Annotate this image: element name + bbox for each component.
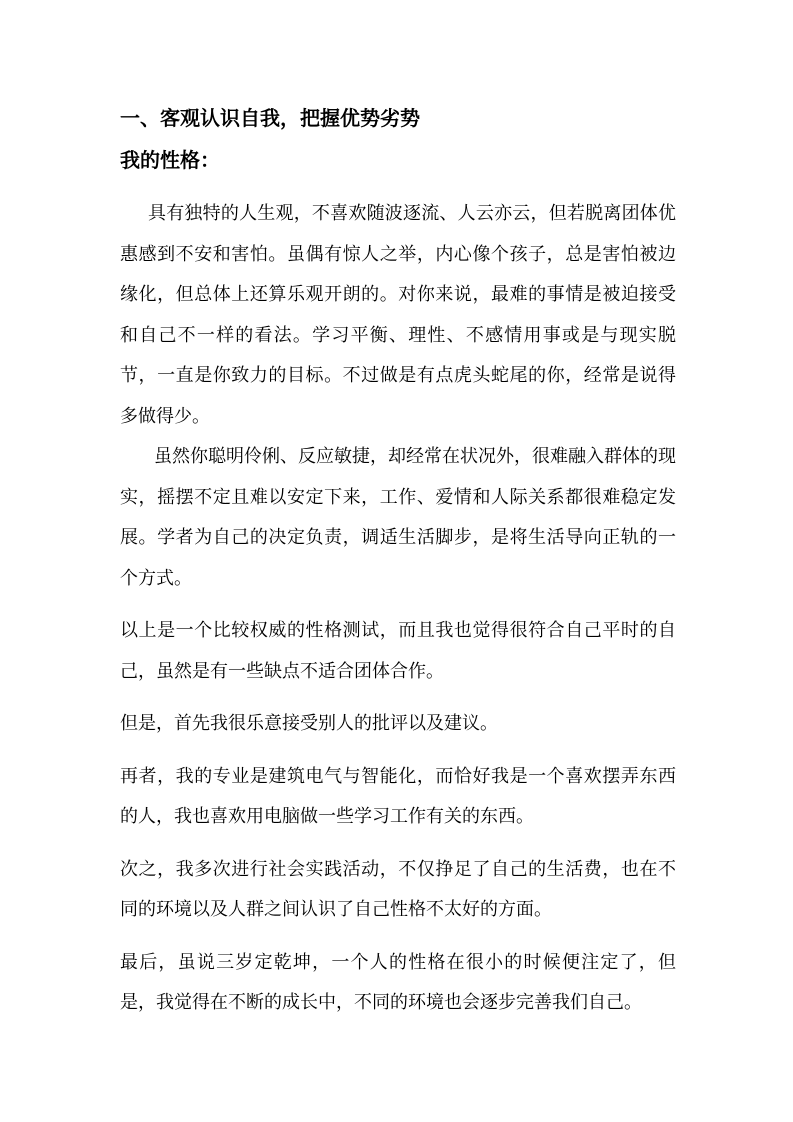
paragraph-test-summary: 以上是一个比较权威的性格测试，而且我也觉得很符合自己平时的自己，虽然是有一些缺点不适合团体合作。	[120, 620, 676, 682]
paragraph-personality-description: 具有独特的人生观，不喜欢随波逐流、人云亦云，但若脱离团体优惠感到不安和害怕。虽偶有惊人之举，内心像个孩子，总是害怕被边缘化，但总体上还算乐观开朗的。对你来说，最难的事情是被迫接受和自己不一样的看法。学习平衡、理性、不感情用事或是与现实脱节，一直是你致力的目标。不过做是有点虎头蛇尾的你，经常是说得多做得少。	[120, 203, 676, 427]
section-title: 一、客观认识自我，把握优势劣势	[120, 106, 420, 130]
subheading-personality: 我的性格：	[120, 148, 220, 172]
document-body	[120, 100, 676, 1024]
paragraph-personality-weakness: 虽然你聪明伶俐、反应敏捷，却经常在状况外，很难融入群体的现实，摇摆不定且难以安定下来，工作、爱情和人际关系都很难稳定发展。学者为自己的决定负责，调适生活脚步，是将生活导向正轨的一个方式。	[120, 446, 676, 589]
paragraph-third-point: 次之，我多次进行社会实践活动，不仅挣足了自己的生活费，也在不同的环境以及人群之间认识了自己性格不太好的方面。	[120, 858, 676, 920]
paragraph-second-point: 再者，我的专业是建筑电气与智能化，而恰好我是一个喜欢摆弄东西的人，我也喜欢用电脑做一些学习工作有关的东西。	[120, 765, 676, 827]
paragraph-final-point: 最后，虽说三岁定乾坤，一个人的性格在很小的时候便注定了，但是，我觉得在不断的成长中，不同的环境也会逐步完善我们自己。	[120, 951, 676, 1013]
paragraph-first-point: 但是，首先我很乐意接受别人的批评以及建议。	[120, 713, 498, 734]
